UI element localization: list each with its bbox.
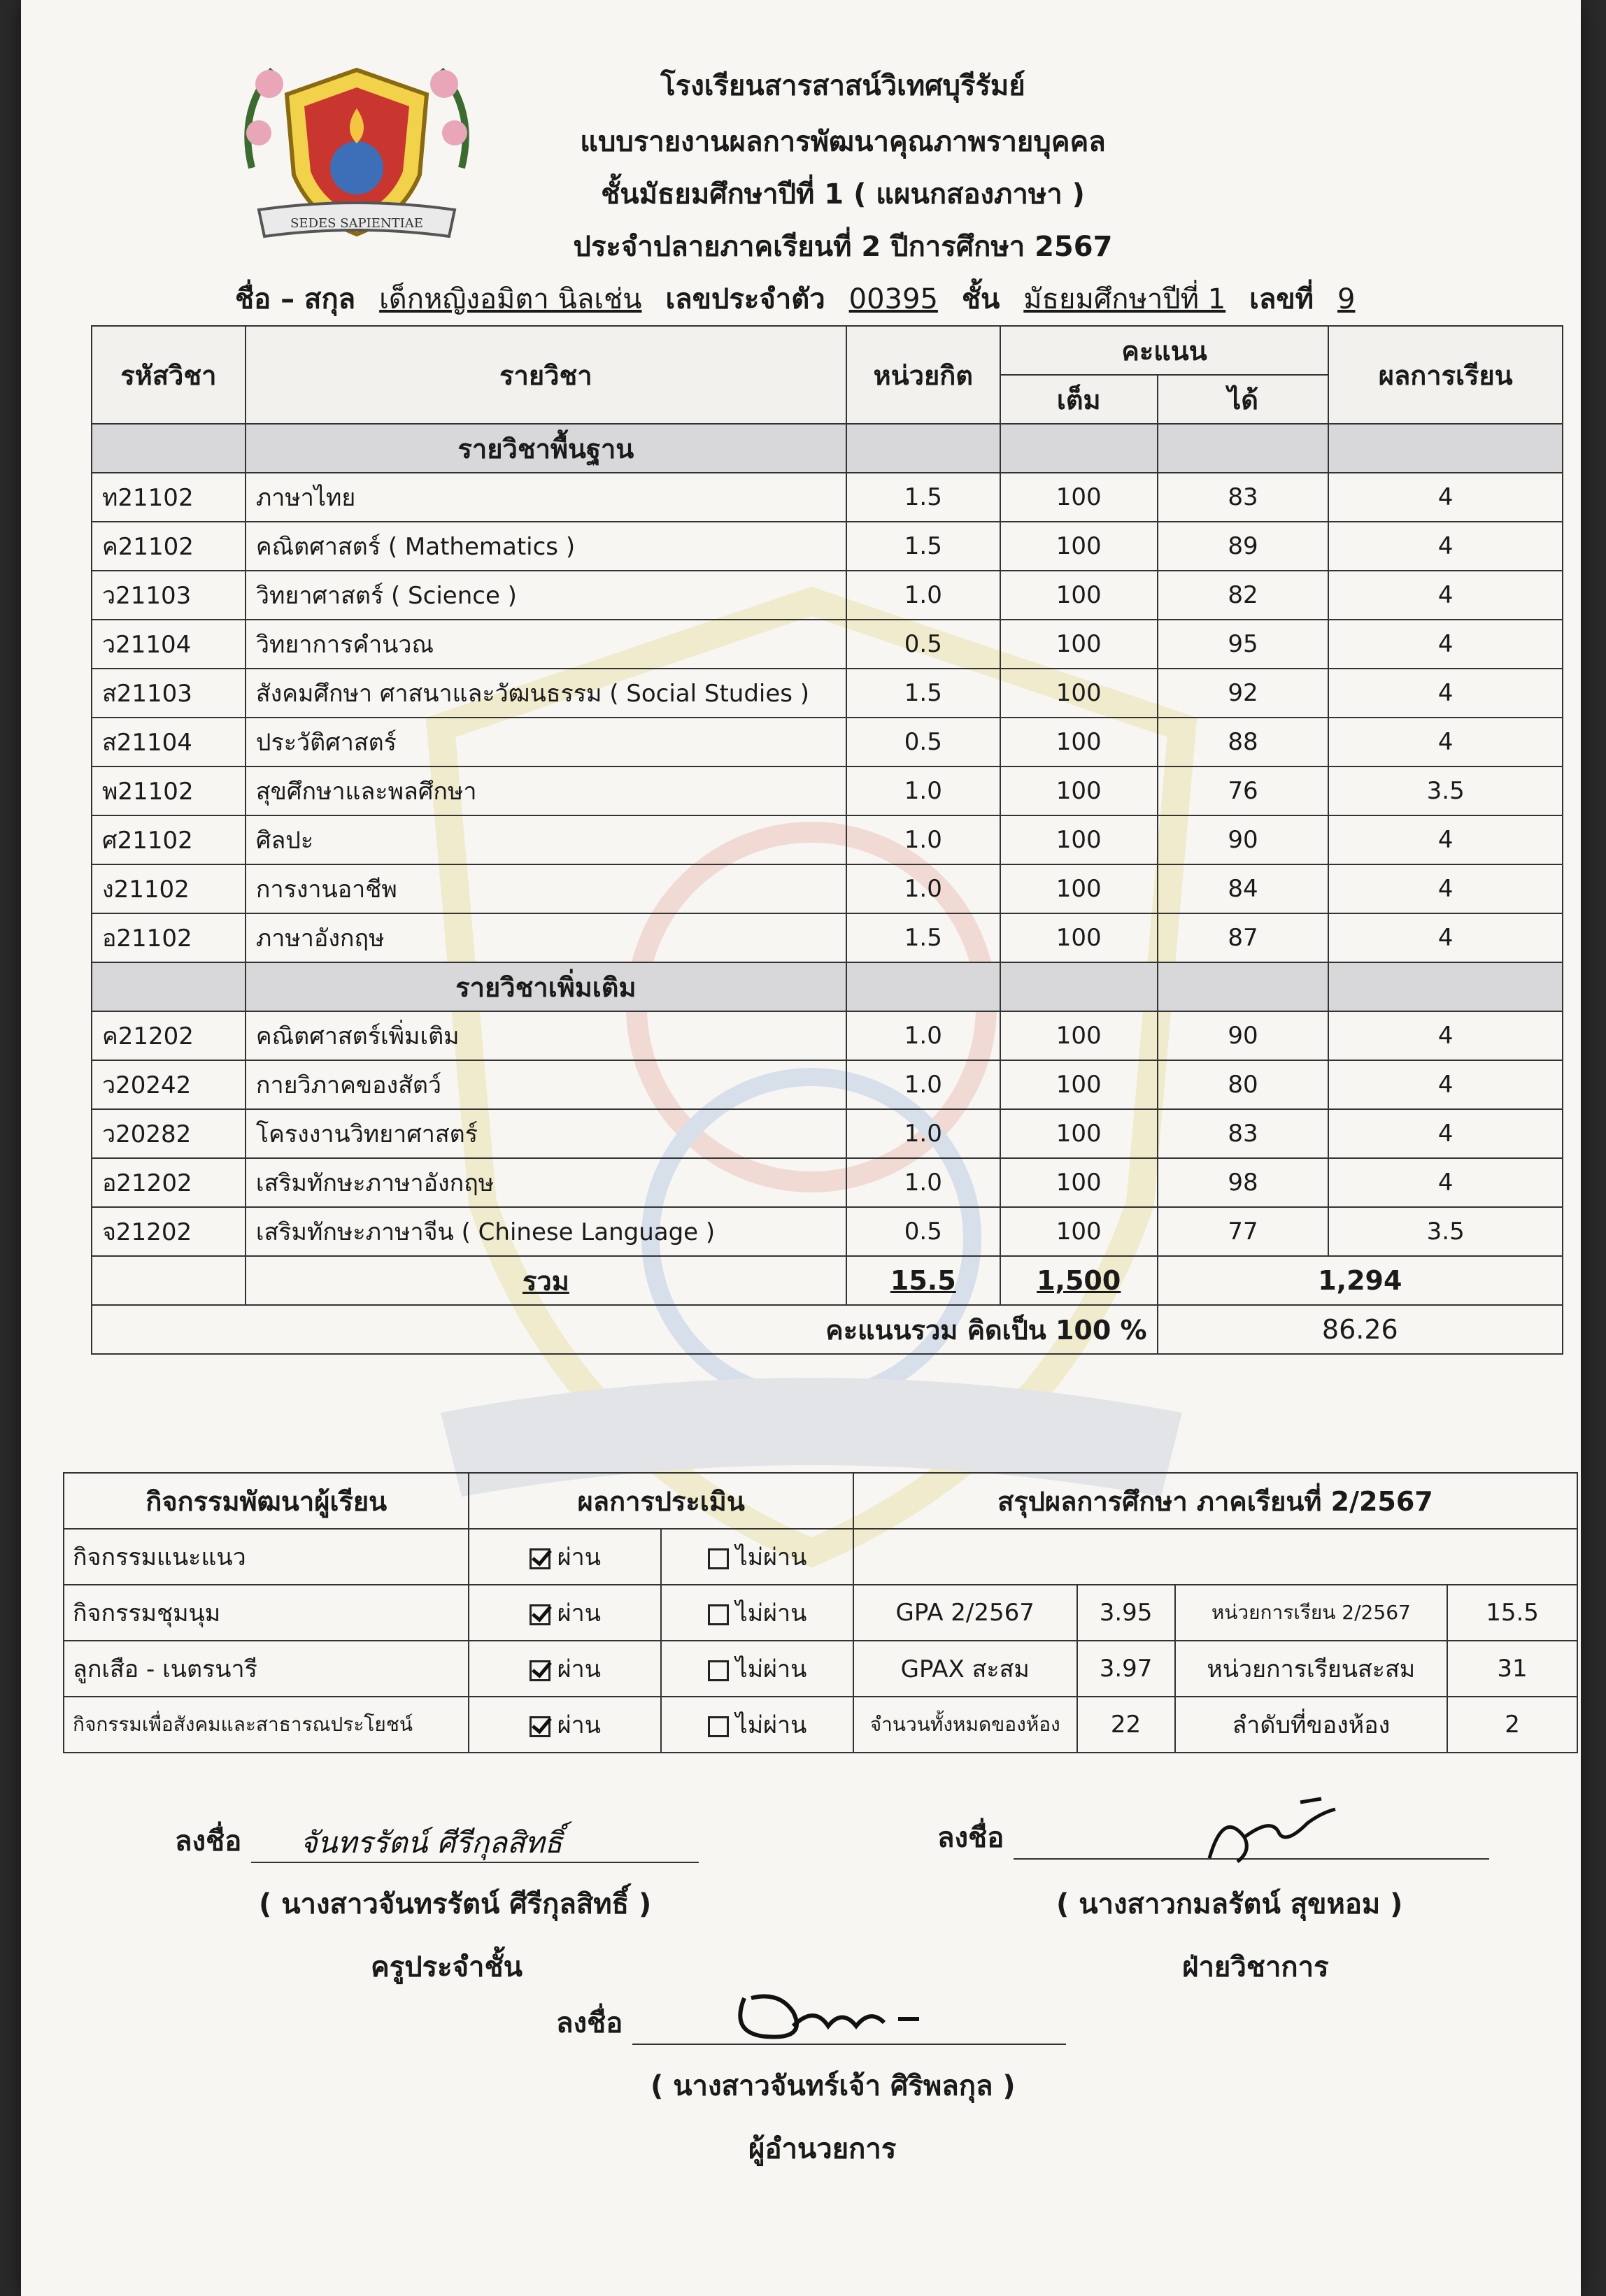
pass-checkbox[interactable] — [530, 1548, 550, 1569]
subject-code: ว21104 — [92, 620, 246, 669]
teacher-role: ครูประจำชั้น — [371, 1951, 523, 1983]
subject-name: ภาษาไทย — [246, 473, 846, 522]
subject-grade: 4 — [1328, 1109, 1563, 1158]
subject-row — [92, 766, 1563, 815]
pass-cell — [469, 1697, 661, 1753]
activity-name: กิจกรรมชุมนุม — [64, 1585, 469, 1641]
total-row — [92, 1256, 1563, 1305]
subject-name: การงานอาชีพ — [246, 864, 846, 913]
total-credit: 15.5 — [846, 1256, 1000, 1305]
term-info: ประจำปลายภาคเรียนที่ 2 ปีการศึกษา 2567 — [573, 231, 1113, 263]
section-extra-row — [92, 962, 1563, 1011]
pass-cell — [469, 1529, 661, 1585]
subject-grade: 3.5 — [1328, 766, 1563, 815]
report-title: แบบรายงานผลการพัฒนาคุณภาพรายบุคคล — [580, 126, 1106, 158]
subject-name: ศิลปะ — [246, 815, 846, 864]
subject-score: 83 — [1158, 1109, 1329, 1158]
subject-score: 80 — [1158, 1060, 1329, 1109]
grades-table — [91, 325, 1563, 1355]
student-name: เด็กหญิงอมิตา นิลเช่น — [379, 283, 642, 315]
subject-code: ว20282 — [92, 1109, 246, 1158]
subject-row — [92, 718, 1563, 766]
subject-grade: 4 — [1328, 1011, 1563, 1060]
summary-label: GPAX สะสม — [853, 1641, 1077, 1697]
director-signature-scribble-icon — [723, 1977, 933, 2054]
report-paper — [21, 0, 1581, 2296]
activity-rows — [64, 1529, 1577, 1753]
subject-name: เสริมทักษะภาษาจีน ( Chinese Language ) — [246, 1207, 846, 1256]
subject-row — [92, 864, 1563, 913]
fail-cell — [661, 1529, 853, 1585]
academic-signature-scribble-icon — [1195, 1795, 1349, 1872]
subject-score: 92 — [1158, 669, 1329, 718]
subject-name: ประวัติศาสตร์ — [246, 718, 846, 766]
student-number: 9 — [1337, 283, 1356, 315]
summary-label: หน่วยการเรียน 2/2567 — [1175, 1585, 1448, 1641]
teacher-name: ( นางสาวจันทรรัตน์ ศีรีกุลสิทธิ์ ) — [259, 1888, 652, 1920]
pass-checkbox[interactable] — [530, 1604, 550, 1625]
header-subject: รายวิชา — [246, 326, 846, 424]
subject-full-score: 100 — [1000, 718, 1158, 766]
fail-checkbox[interactable] — [708, 1716, 729, 1737]
summary-value: 15.5 — [1447, 1585, 1577, 1641]
subject-grade: 4 — [1328, 864, 1563, 913]
subject-grade: 4 — [1328, 473, 1563, 522]
fail-label: ไม่ผ่าน — [735, 1543, 807, 1571]
subject-credit: 1.5 — [846, 669, 1000, 718]
subject-score: 76 — [1158, 766, 1329, 815]
subject-row — [92, 620, 1563, 669]
subject-full-score: 100 — [1000, 1109, 1158, 1158]
subject-code: พ21102 — [92, 766, 246, 815]
subject-code: ค21102 — [92, 522, 246, 571]
subject-code: จ21202 — [92, 1207, 246, 1256]
school-name: โรงเรียนสารสาสน์วิเทศบุรีรัมย์ — [660, 70, 1025, 102]
fail-checkbox[interactable] — [708, 1604, 729, 1625]
subject-full-score: 100 — [1000, 864, 1158, 913]
subject-score: 87 — [1158, 913, 1329, 962]
activity-name: กิจกรรมเพื่อสังคมและสาธารณประโยชน์ — [64, 1697, 469, 1753]
number-label: เลขที่ — [1249, 283, 1314, 315]
summary-label: หน่วยการเรียนสะสม — [1175, 1641, 1448, 1697]
activities-header: กิจกรรมพัฒนาผู้เรียน — [64, 1473, 469, 1529]
subject-full-score: 100 — [1000, 766, 1158, 815]
subject-grade: 4 — [1328, 522, 1563, 571]
summary-label: GPA 2/2567 — [853, 1585, 1077, 1641]
director-name: ( นางสาวจันทร์เจ้า ศิริพลกุล ) — [651, 2070, 1016, 2102]
subject-full-score: 100 — [1000, 1060, 1158, 1109]
subject-row — [92, 815, 1563, 864]
subject-credit: 0.5 — [846, 620, 1000, 669]
summary-header-spacer — [853, 1529, 1577, 1585]
header-score: คะแนน — [1000, 326, 1329, 375]
subject-credit: 1.0 — [846, 815, 1000, 864]
fail-checkbox[interactable] — [708, 1548, 729, 1569]
subject-full-score: 100 — [1000, 815, 1158, 864]
extra-subjects — [92, 1011, 1563, 1256]
academic-signature — [937, 1815, 1489, 1860]
subject-full-score: 100 — [1000, 913, 1158, 962]
subject-row — [92, 1158, 1563, 1207]
subject-full-score: 100 — [1000, 1011, 1158, 1060]
activity-row — [64, 1585, 1577, 1641]
subject-code: ศ21102 — [92, 815, 246, 864]
subject-score: 84 — [1158, 864, 1329, 913]
subject-code: ท21102 — [92, 473, 246, 522]
subject-full-score: 100 — [1000, 669, 1158, 718]
summary-value: 31 — [1447, 1641, 1577, 1697]
percent-label: คะแนนรวม คิดเป็น 100 % — [92, 1305, 1158, 1354]
pass-label: ผ่าน — [557, 1655, 601, 1683]
subject-row — [92, 1060, 1563, 1109]
activity-name: ลูกเสือ - เนตรนารี — [64, 1641, 469, 1697]
fail-label: ไม่ผ่าน — [735, 1599, 807, 1627]
subject-full-score: 100 — [1000, 571, 1158, 620]
subject-credit: 1.0 — [846, 1158, 1000, 1207]
subject-row — [92, 571, 1563, 620]
summary-value: 22 — [1077, 1697, 1175, 1753]
name-label: ชื่อ – สกุล — [235, 283, 356, 315]
fail-label: ไม่ผ่าน — [735, 1711, 807, 1739]
teacher-sign-label: ลงชื่อ — [175, 1825, 242, 1858]
subject-row — [92, 473, 1563, 522]
subject-code: ส21104 — [92, 718, 246, 766]
summary-header: สรุปผลการศึกษา ภาคเรียนที่ 2/2567 — [853, 1473, 1577, 1529]
subject-credit: 0.5 — [846, 718, 1000, 766]
subject-full-score: 100 — [1000, 620, 1158, 669]
subject-name: วิทยาการคำนวณ — [246, 620, 846, 669]
subject-grade: 4 — [1328, 815, 1563, 864]
academic-sign-line — [1014, 1823, 1489, 1860]
id-label: เลขประจำตัว — [665, 283, 825, 315]
subject-score: 77 — [1158, 1207, 1329, 1256]
pass-checkbox[interactable] — [530, 1660, 550, 1681]
subject-name: สุขศึกษาและพลศึกษา — [246, 766, 846, 815]
student-id: 00395 — [848, 283, 938, 315]
pass-cell — [469, 1585, 661, 1641]
subject-credit: 1.0 — [846, 571, 1000, 620]
pass-label: ผ่าน — [557, 1711, 601, 1739]
subject-grade: 4 — [1328, 571, 1563, 620]
director-sign-label: ลงชื่อ — [556, 2007, 623, 2039]
subject-score: 98 — [1158, 1158, 1329, 1207]
subject-row — [92, 1207, 1563, 1256]
fail-cell — [661, 1585, 853, 1641]
header-result: ผลการเรียน — [1328, 326, 1563, 424]
subject-row — [92, 669, 1563, 718]
total-label: รวม — [246, 1256, 846, 1305]
subject-grade: 3.5 — [1328, 1207, 1563, 1256]
subject-score: 88 — [1158, 718, 1329, 766]
director-sign-line — [632, 2009, 1066, 2045]
subject-name: คณิตศาสตร์ ( Mathematics ) — [246, 522, 846, 571]
student-class: มัธยมศึกษาปีที่ 1 — [1023, 283, 1226, 315]
header-full: เต็ม — [1000, 375, 1158, 424]
fail-cell — [661, 1641, 853, 1697]
section-basic: รายวิชาพื้นฐาน — [246, 424, 846, 473]
subject-row — [92, 1011, 1563, 1060]
director-role: ผู้อำนวยการ — [748, 2133, 897, 2165]
subject-row — [92, 522, 1563, 571]
activity-row — [64, 1529, 1577, 1585]
percent-row — [92, 1305, 1563, 1354]
subject-code: ค21202 — [92, 1011, 246, 1060]
subject-score: 89 — [1158, 522, 1329, 571]
summary-value: 3.97 — [1077, 1641, 1175, 1697]
subject-name: วิทยาศาสตร์ ( Science ) — [246, 571, 846, 620]
pass-cell — [469, 1641, 661, 1697]
director-signature — [556, 2000, 1066, 2045]
subject-full-score: 100 — [1000, 1158, 1158, 1207]
section-extra: รายวิชาเพิ่มเติม — [246, 962, 846, 1011]
subject-grade: 4 — [1328, 1158, 1563, 1207]
pass-label: ผ่าน — [557, 1543, 601, 1571]
subject-code: อ21202 — [92, 1158, 246, 1207]
subject-grade: 4 — [1328, 1060, 1563, 1109]
subject-grade: 4 — [1328, 718, 1563, 766]
subject-credit: 0.5 — [846, 1207, 1000, 1256]
academic-name: ( นางสาวกมลรัตน์ สุขหอม ) — [1056, 1888, 1403, 1920]
pass-checkbox[interactable] — [530, 1716, 550, 1737]
section-basic-row — [92, 424, 1563, 473]
subject-row — [92, 913, 1563, 962]
class-label: ชั้น — [961, 283, 1000, 315]
logo-text: SEDES SAPIENTIAE — [290, 216, 423, 231]
grade-level: ชั้นมัธยมศึกษาปีที่ 1 ( แผนกสองภาษา ) — [601, 178, 1085, 211]
total-score: 1,294 — [1158, 1256, 1563, 1305]
subject-credit: 1.0 — [846, 766, 1000, 815]
subject-score: 90 — [1158, 1011, 1329, 1060]
subject-grade: 4 — [1328, 620, 1563, 669]
subject-score: 95 — [1158, 620, 1329, 669]
subject-grade: 4 — [1328, 913, 1563, 962]
subject-name: โครงงานวิทยาศาสตร์ — [246, 1109, 846, 1158]
subject-full-score: 100 — [1000, 1207, 1158, 1256]
subject-credit: 1.0 — [846, 1109, 1000, 1158]
subject-score: 83 — [1158, 473, 1329, 522]
teacher-handwriting: จันทรรัตน์ ศีรีกุลสิทธิ์ — [300, 1825, 562, 1860]
basic-subjects — [92, 473, 1563, 962]
header-code: รหัสวิชา — [92, 326, 246, 424]
student-info — [231, 276, 1365, 321]
evaluation-header: ผลการประเมิน — [469, 1473, 853, 1529]
subject-grade: 4 — [1328, 669, 1563, 718]
subject-credit: 1.5 — [846, 473, 1000, 522]
activity-row — [64, 1697, 1577, 1753]
activity-name: กิจกรรมแนะแนว — [64, 1529, 469, 1585]
subject-row — [92, 1109, 1563, 1158]
subject-code: ส21103 — [92, 669, 246, 718]
teacher-signature — [175, 1818, 699, 1863]
fail-checkbox[interactable] — [708, 1660, 729, 1681]
fail-label: ไม่ผ่าน — [735, 1655, 807, 1683]
pass-label: ผ่าน — [557, 1599, 601, 1627]
subject-score: 82 — [1158, 571, 1329, 620]
percent-value: 86.26 — [1158, 1305, 1563, 1354]
teacher-sign-line — [251, 1827, 699, 1863]
summary-value: 3.95 — [1077, 1585, 1175, 1641]
subject-code: ง21102 — [92, 864, 246, 913]
subject-code: ว20242 — [92, 1060, 246, 1109]
fail-cell — [661, 1697, 853, 1753]
subject-score: 90 — [1158, 815, 1329, 864]
subject-full-score: 100 — [1000, 473, 1158, 522]
academic-sign-label: ลงชื่อ — [937, 1822, 1004, 1854]
subject-code: ว21103 — [92, 571, 246, 620]
subject-name: เสริมทักษะภาษาอังกฤษ — [246, 1158, 846, 1207]
summary-label: ลำดับที่ของห้อง — [1175, 1697, 1448, 1753]
subject-name: คณิตศาสตร์เพิ่มเติม — [246, 1011, 846, 1060]
activities-table — [63, 1472, 1578, 1753]
subject-credit: 1.0 — [846, 1060, 1000, 1109]
activity-row — [64, 1641, 1577, 1697]
subject-full-score: 100 — [1000, 522, 1158, 571]
subject-credit: 1.5 — [846, 913, 1000, 962]
subject-name: ภาษาอังกฤษ — [246, 913, 846, 962]
subject-credit: 1.5 — [846, 522, 1000, 571]
subject-credit: 1.0 — [846, 1011, 1000, 1060]
subject-code: อ21102 — [92, 913, 246, 962]
header-credit: หน่วยกิต — [846, 326, 1000, 424]
subject-name: กายวิภาคของสัตว์ — [246, 1060, 846, 1109]
summary-value: 2 — [1447, 1697, 1577, 1753]
academic-role: ฝ่ายวิชาการ — [1182, 1951, 1329, 1983]
total-full: 1,500 — [1000, 1256, 1158, 1305]
subject-credit: 1.0 — [846, 864, 1000, 913]
subject-name: สังคมศึกษา ศาสนาและวัฒนธรรม ( Social Studies ) — [246, 669, 846, 718]
summary-label: จำนวนทั้งหมดของห้อง — [853, 1697, 1077, 1753]
header-got: ได้ — [1158, 375, 1329, 424]
